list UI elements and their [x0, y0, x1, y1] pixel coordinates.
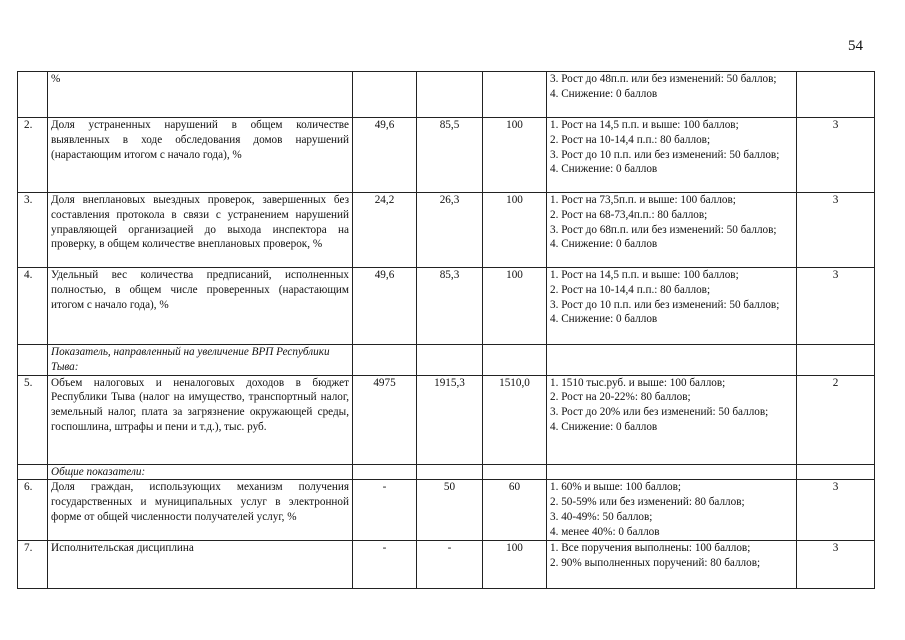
actual-value [417, 72, 483, 118]
row-number: 4. [18, 268, 48, 345]
criteria-line: 3. Рост до 48п.п. или без изменений: 50 баллов; [550, 73, 777, 85]
table-row [18, 193, 875, 268]
scoring-criteria [547, 72, 797, 118]
indicator-description: Объем налоговых и неналоговых доходов в бюджет Республики Тыва (налог на имущество, транспортный налог, земельный налог, плата за загрязнение окружающей среды, госпошлина, штрафы и пени и т.д.), тыс. руб. [48, 375, 353, 464]
section-title: Показатель, направленный на увеличение ВРП Республики Тыва: [48, 345, 353, 376]
criteria-line: 4. Снижение: 0 баллов [550, 238, 658, 251]
criteria-line: 2. Рост на 10-14,4 п.п.: 80 баллов; [550, 133, 711, 146]
scoring-criteria [547, 541, 797, 589]
criteria-line: 4. Снижение: 0 баллов [550, 420, 658, 433]
row-number: 3. [18, 193, 48, 268]
indicator-description: % [48, 72, 353, 118]
score-cell [797, 345, 875, 376]
criteria-line: 4. менее 40%: 0 баллов [550, 525, 660, 538]
row-number: 6. [18, 480, 48, 541]
table-row [18, 268, 875, 345]
value-cell [353, 464, 417, 480]
score [797, 72, 875, 118]
value-cell [417, 345, 483, 376]
criteria-line: 3. 40-49%: 50 баллов; [550, 510, 653, 523]
indicator-description: Доля внеплановых выездных проверок, завершенных без составления протокола в связи с устранением нарушений управляющей организацией до выхода инспектора на проверку, в общем количестве внеплановых проверок, % [48, 193, 353, 268]
row-number-cell [18, 464, 48, 480]
indicator-description: Исполнительская дисциплина [48, 541, 353, 589]
criteria-line: 4. Снижение: 0 баллов [550, 87, 658, 100]
row-number-cell [18, 345, 48, 376]
base-value: 4975 [353, 375, 417, 464]
base-value: 24,2 [353, 193, 417, 268]
target-value: 1510,0 [483, 375, 547, 464]
score: 3 [797, 268, 875, 345]
base-value [353, 72, 417, 118]
indicator-description: Доля граждан, использующих механизм получения государственных и муниципальных услуг в электронной форме от общей численности получателей услуг, % [48, 480, 353, 541]
criteria-line: 2. Рост на 10-14,4 п.п.: 80 баллов; [550, 283, 711, 296]
base-value: 49,6 [353, 268, 417, 345]
indicators-table [17, 71, 875, 589]
criteria-line: 4. Снижение: 0 баллов [550, 313, 658, 326]
table-row [18, 480, 875, 541]
score: 3 [797, 541, 875, 589]
target-value [483, 72, 547, 118]
target-value: 100 [483, 268, 547, 345]
indicator-description: Удельный вес количества предписаний, исполненных полностью, в общем числе проверенных (нарастающим итогом с начало года), % [48, 268, 353, 345]
scoring-criteria [547, 375, 797, 464]
base-value: - [353, 541, 417, 589]
row-number [18, 72, 48, 118]
criteria-line: 3. Рост до 10 п.п. или без изменений: 50 баллов; [550, 148, 780, 161]
table-row [18, 72, 875, 118]
scoring-criteria [547, 193, 797, 268]
criteria-line: 1. Рост на 14,5 п.п. и выше: 100 баллов; [550, 119, 739, 131]
value-cell [417, 464, 483, 480]
criteria-line: 3. Рост до 20% или без изменений: 50 баллов; [550, 406, 769, 419]
criteria-line: 2. Рост на 68-73,4п.п.: 80 баллов; [550, 208, 708, 221]
row-number: 2. [18, 118, 48, 193]
score-cell [797, 464, 875, 480]
value-cell [483, 464, 547, 480]
score: 3 [797, 480, 875, 541]
criteria-line: 1. 1510 тыс.руб. и выше: 100 баллов; [550, 376, 726, 389]
scoring-criteria [547, 118, 797, 193]
scoring-criteria [547, 268, 797, 345]
actual-value: 85,5 [417, 118, 483, 193]
criteria-line: 1. Рост на 73,5п.п. и выше: 100 баллов; [550, 194, 736, 206]
target-value: 100 [483, 118, 547, 193]
score: 2 [797, 375, 875, 464]
actual-value: - [417, 541, 483, 589]
criteria-line: 4. Снижение: 0 баллов [550, 163, 658, 176]
target-value: 60 [483, 480, 547, 541]
target-value: 100 [483, 541, 547, 589]
actual-value: 85,3 [417, 268, 483, 345]
row-number: 7. [18, 541, 48, 589]
table-row [18, 375, 875, 464]
table-row [18, 541, 875, 589]
scoring-criteria [547, 480, 797, 541]
section-row [18, 464, 875, 480]
criteria-line: 2. 90% выполненных поручений: 80 баллов; [550, 557, 761, 570]
target-value: 100 [483, 193, 547, 268]
criteria-line: 1. Рост на 14,5 п.п. и выше: 100 баллов; [550, 269, 739, 281]
criteria-line: 2. 50-59% или без изменений: 80 баллов; [550, 496, 745, 509]
actual-value: 1915,3 [417, 375, 483, 464]
criteria-line: 1. 60% и выше: 100 баллов; [550, 481, 682, 494]
criteria-line: 3. Рост до 68п.п. или без изменений: 50 баллов; [550, 223, 777, 236]
table-row [18, 118, 875, 193]
criteria-cell [547, 464, 797, 480]
criteria-cell [547, 345, 797, 376]
page-number: 54 [848, 38, 863, 54]
criteria-line: 3. Рост до 10 п.п. или без изменений: 50 баллов; [550, 298, 780, 311]
value-cell [483, 345, 547, 376]
actual-value: 50 [417, 480, 483, 541]
indicator-description: Доля устраненных нарушений в общем количестве выявленных в ходе обследования домов нарушений (нарастающим итогом с начало года), % [48, 118, 353, 193]
actual-value: 26,3 [417, 193, 483, 268]
value-cell [353, 345, 417, 376]
section-title: Общие показатели: [48, 464, 353, 480]
criteria-line: 2. Рост на 20-22%: 80 баллов; [550, 391, 691, 404]
section-row [18, 345, 875, 376]
criteria-line: 1. Все поручения выполнены: 100 баллов; [550, 542, 751, 555]
table-body [18, 72, 875, 589]
row-number: 5. [18, 375, 48, 464]
base-value: 49,6 [353, 118, 417, 193]
score: 3 [797, 118, 875, 193]
base-value: - [353, 480, 417, 541]
score: 3 [797, 193, 875, 268]
